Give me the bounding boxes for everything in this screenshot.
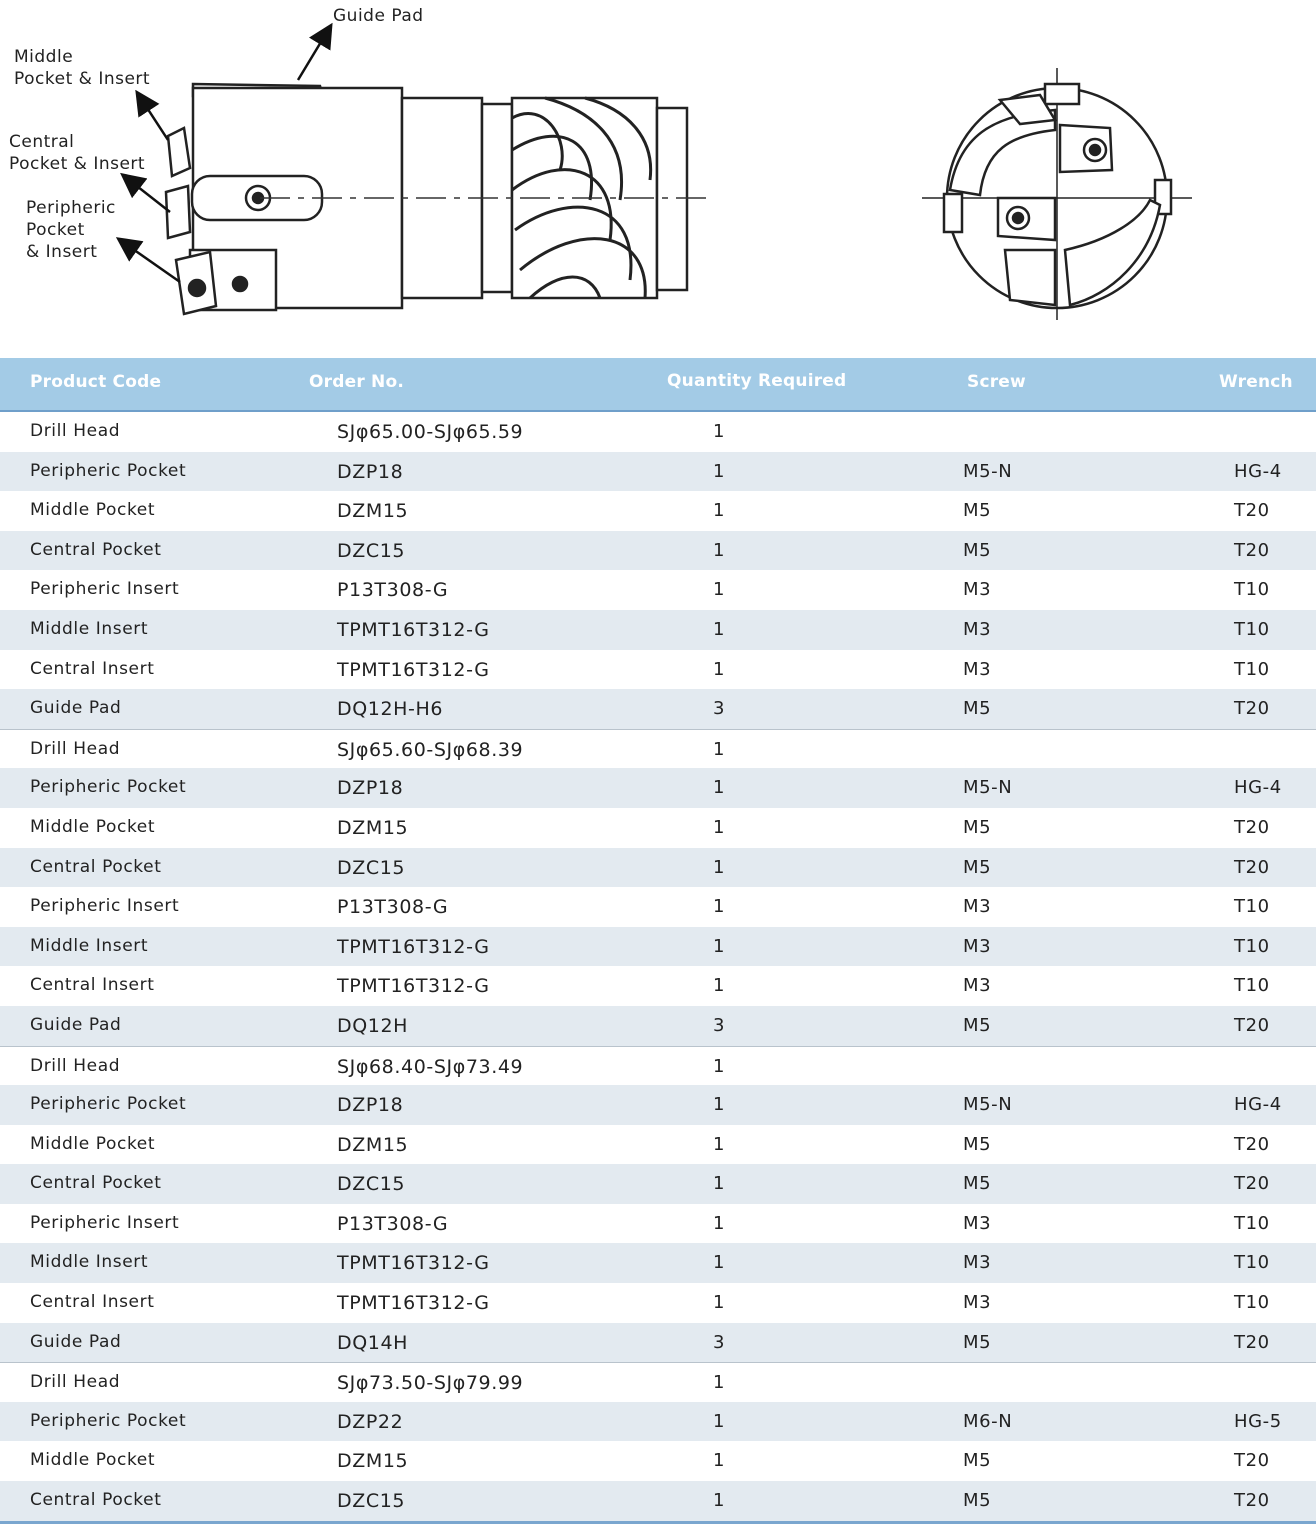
quantity-cell: 1 xyxy=(713,1212,726,1234)
screw-cell: M5 xyxy=(963,698,992,720)
quantity-cell: 1 xyxy=(713,935,726,957)
table-row xyxy=(0,1283,1316,1323)
product-code-cell: Central Pocket xyxy=(30,1490,162,1511)
product-code-cell: Guide Pad xyxy=(30,1331,122,1352)
screw-cell: M5 xyxy=(963,500,992,522)
wrench-cell: T20 xyxy=(1234,698,1270,720)
wrench-cell: T10 xyxy=(1234,1292,1270,1314)
wrench-cell: T20 xyxy=(1234,1331,1270,1353)
quantity-cell: 1 xyxy=(713,975,726,997)
product-code-cell: Drill Head xyxy=(30,1372,121,1393)
wrench-cell: T20 xyxy=(1234,1014,1270,1036)
quantity-cell: 1 xyxy=(713,500,726,522)
order-no-cell: DZC15 xyxy=(337,539,406,562)
quantity-cell: 1 xyxy=(713,1450,726,1472)
order-no-cell: DZP18 xyxy=(337,460,404,483)
drill-head-drawing xyxy=(0,0,1316,358)
table-row xyxy=(0,1125,1316,1165)
product-code-cell: Middle Insert xyxy=(30,618,149,639)
callout-middle-pocket-insert: Middle Pocket & Insert xyxy=(14,47,151,89)
screw-cell: M3 xyxy=(963,1292,992,1314)
table-row xyxy=(0,1481,1316,1521)
callout-guide-pad: Guide Pad xyxy=(333,6,424,26)
order-no-cell: P13T308-G xyxy=(337,1212,449,1235)
screw-cell: M5 xyxy=(963,1133,992,1155)
quantity-cell: 1 xyxy=(713,1372,726,1394)
wrench-cell: T10 xyxy=(1234,935,1270,957)
product-code-cell: Guide Pad xyxy=(30,1014,122,1035)
order-no-cell: SJφ68.40-SJφ73.49 xyxy=(337,1055,524,1078)
table-row xyxy=(0,1204,1316,1244)
product-code-cell: Drill Head xyxy=(30,738,121,759)
table-row xyxy=(0,927,1316,967)
header-wrench: Wrench xyxy=(1219,372,1293,392)
order-no-cell: SJφ65.60-SJφ68.39 xyxy=(337,738,524,761)
product-code-cell: Peripheric Pocket xyxy=(30,777,187,798)
wrench-cell: T10 xyxy=(1234,1252,1270,1274)
screw-cell: M5 xyxy=(963,816,992,838)
drill-head-diagram xyxy=(0,0,1316,358)
table-row xyxy=(0,966,1316,1006)
screw-cell: M3 xyxy=(963,618,992,640)
wrench-cell: T20 xyxy=(1234,500,1270,522)
quantity-cell: 1 xyxy=(713,421,726,442)
wrench-cell: T10 xyxy=(1234,579,1270,601)
product-code-cell: Middle Pocket xyxy=(30,816,156,837)
wrench-cell: T20 xyxy=(1234,539,1270,561)
order-no-cell: DZM15 xyxy=(337,1450,409,1473)
quantity-cell: 1 xyxy=(713,1173,726,1195)
order-no-cell: DZP22 xyxy=(337,1410,404,1433)
table-row xyxy=(0,1164,1316,1204)
table-row xyxy=(0,1402,1316,1442)
quantity-cell: 3 xyxy=(713,698,726,720)
product-code-cell: Central Insert xyxy=(30,658,155,679)
quantity-cell: 1 xyxy=(713,896,726,918)
table-row xyxy=(0,570,1316,610)
table-row xyxy=(0,491,1316,531)
product-code-cell: Middle Pocket xyxy=(30,1450,156,1471)
wrench-cell: T10 xyxy=(1234,618,1270,640)
wrench-cell: HG-5 xyxy=(1234,1410,1282,1432)
table-row xyxy=(0,1085,1316,1125)
table-row xyxy=(0,848,1316,888)
quantity-cell: 3 xyxy=(713,1014,726,1036)
order-no-cell: SJφ73.50-SJφ79.99 xyxy=(337,1372,524,1395)
quantity-cell: 3 xyxy=(713,1331,726,1353)
header-quantity-required: Quantity Required xyxy=(667,371,847,391)
wrench-cell: T10 xyxy=(1234,658,1270,680)
quantity-cell: 1 xyxy=(713,460,726,482)
order-no-cell: P13T308-G xyxy=(337,579,449,602)
product-code-cell: Drill Head xyxy=(30,421,121,441)
quantity-cell: 1 xyxy=(713,579,726,601)
table-row xyxy=(0,689,1316,729)
wrench-cell: HG-4 xyxy=(1234,777,1282,799)
product-code-cell: Drill Head xyxy=(30,1055,121,1076)
product-code-cell: Peripheric Insert xyxy=(30,579,180,600)
quantity-cell: 1 xyxy=(713,618,726,640)
screw-cell: M3 xyxy=(963,935,992,957)
table-row xyxy=(0,1243,1316,1283)
product-code-cell: Central Insert xyxy=(30,975,155,996)
screw-cell: M5 xyxy=(963,856,992,878)
table-row xyxy=(0,650,1316,690)
wrench-cell: T10 xyxy=(1234,1212,1270,1234)
wrench-cell: T20 xyxy=(1234,1450,1270,1472)
header-screw: Screw xyxy=(967,372,1026,392)
product-code-cell: Middle Pocket xyxy=(30,500,156,521)
order-no-cell: TPMT16T312-G xyxy=(337,975,490,998)
table-row xyxy=(0,1006,1316,1046)
order-no-cell: DZM15 xyxy=(337,816,409,839)
table-row xyxy=(0,887,1316,927)
quantity-cell: 1 xyxy=(713,816,726,838)
wrench-cell: T20 xyxy=(1234,1133,1270,1155)
header-order-no: Order No. xyxy=(309,372,405,392)
table-row xyxy=(0,1046,1316,1086)
screw-cell: M6-N xyxy=(963,1410,1013,1432)
order-no-cell: TPMT16T312-G xyxy=(337,1252,490,1275)
product-code-cell: Central Pocket xyxy=(30,856,162,877)
screw-cell: M5 xyxy=(963,1450,992,1472)
product-code-cell: Middle Pocket xyxy=(30,1133,156,1154)
callout-peripheric-pocket-insert: Peripheric Pocket & Insert xyxy=(26,198,116,262)
order-no-cell: TPMT16T312-G xyxy=(337,935,490,958)
table-row xyxy=(0,808,1316,848)
screw-cell: M3 xyxy=(963,1212,992,1234)
product-code-cell: Peripheric Insert xyxy=(30,896,180,917)
product-code-cell: Peripheric Pocket xyxy=(30,1094,187,1115)
wrench-cell: T20 xyxy=(1234,1490,1270,1512)
order-no-cell: DZM15 xyxy=(337,1133,409,1156)
product-code-cell: Guide Pad xyxy=(30,698,122,719)
order-no-cell: DZP18 xyxy=(337,1094,404,1117)
wrench-cell: T10 xyxy=(1234,975,1270,997)
table-row xyxy=(0,1441,1316,1481)
side-view xyxy=(166,84,687,314)
screw-cell: M5 xyxy=(963,1331,992,1353)
quantity-cell: 1 xyxy=(713,738,726,760)
table-row xyxy=(0,452,1316,492)
screw-cell: M3 xyxy=(963,975,992,997)
quantity-cell: 1 xyxy=(713,1252,726,1274)
order-no-cell: DZP18 xyxy=(337,777,404,800)
end-view xyxy=(922,68,1192,320)
order-no-cell: TPMT16T312-G xyxy=(337,1292,490,1315)
screw-cell: M3 xyxy=(963,1252,992,1274)
parts-table xyxy=(0,358,1316,1524)
table-row xyxy=(0,610,1316,650)
order-no-cell: DZC15 xyxy=(337,856,406,879)
table-row xyxy=(0,1323,1316,1363)
product-code-cell: Peripheric Pocket xyxy=(30,1410,187,1431)
screw-cell: M3 xyxy=(963,658,992,680)
table-body xyxy=(0,412,1316,1521)
product-code-cell: Central Pocket xyxy=(30,539,162,560)
order-no-cell: DZM15 xyxy=(337,500,409,523)
header-product-code: Product Code xyxy=(30,372,162,392)
order-no-cell: TPMT16T312-G xyxy=(337,658,490,681)
wrench-cell: T20 xyxy=(1234,816,1270,838)
quantity-cell: 1 xyxy=(713,1490,726,1512)
table-header xyxy=(0,358,1316,412)
product-code-cell: Peripheric Pocket xyxy=(30,460,187,481)
screw-cell: M5-N xyxy=(963,777,1013,799)
order-no-cell: DQ12H-H6 xyxy=(337,698,444,721)
table-row xyxy=(0,1362,1316,1402)
wrench-cell: HG-4 xyxy=(1234,1094,1282,1116)
screw-cell: M3 xyxy=(963,896,992,918)
callout-central-pocket-insert: Central Pocket & Insert xyxy=(9,132,146,174)
wrench-cell: T20 xyxy=(1234,856,1270,878)
table-row xyxy=(0,729,1316,769)
quantity-cell: 1 xyxy=(713,1133,726,1155)
quantity-cell: 1 xyxy=(713,1292,726,1314)
product-code-cell: Middle Insert xyxy=(30,935,149,956)
screw-cell: M5-N xyxy=(963,1094,1013,1116)
table-row xyxy=(0,412,1316,452)
order-no-cell: DZC15 xyxy=(337,1490,406,1513)
product-code-cell: Central Insert xyxy=(30,1292,155,1313)
screw-cell: M3 xyxy=(963,579,992,601)
screw-cell: M5 xyxy=(963,1173,992,1195)
screw-cell: M5 xyxy=(963,1014,992,1036)
quantity-cell: 1 xyxy=(713,539,726,561)
quantity-cell: 1 xyxy=(713,1094,726,1116)
product-code-cell: Middle Insert xyxy=(30,1252,149,1273)
wrench-cell: T10 xyxy=(1234,896,1270,918)
order-no-cell: DZC15 xyxy=(337,1173,406,1196)
quantity-cell: 1 xyxy=(713,777,726,799)
quantity-cell: 1 xyxy=(713,1055,726,1077)
quantity-cell: 1 xyxy=(713,856,726,878)
table-row xyxy=(0,531,1316,571)
screw-cell: M5 xyxy=(963,1490,992,1512)
product-code-cell: Central Pocket xyxy=(30,1173,162,1194)
screw-cell: M5-N xyxy=(963,460,1013,482)
quantity-cell: 1 xyxy=(713,1410,726,1432)
table-bottom-rule xyxy=(0,1521,1316,1524)
order-no-cell: TPMT16T312-G xyxy=(337,618,490,641)
order-no-cell: DQ12H xyxy=(337,1014,409,1037)
order-no-cell: P13T308-G xyxy=(337,896,449,919)
wrench-cell: HG-4 xyxy=(1234,460,1282,482)
order-no-cell: DQ14H xyxy=(337,1331,409,1354)
order-no-cell: SJφ65.00-SJφ65.59 xyxy=(337,421,524,443)
quantity-cell: 1 xyxy=(713,658,726,680)
product-code-cell: Peripheric Insert xyxy=(30,1212,180,1233)
wrench-cell: T20 xyxy=(1234,1173,1270,1195)
screw-cell: M5 xyxy=(963,539,992,561)
table-row xyxy=(0,768,1316,808)
